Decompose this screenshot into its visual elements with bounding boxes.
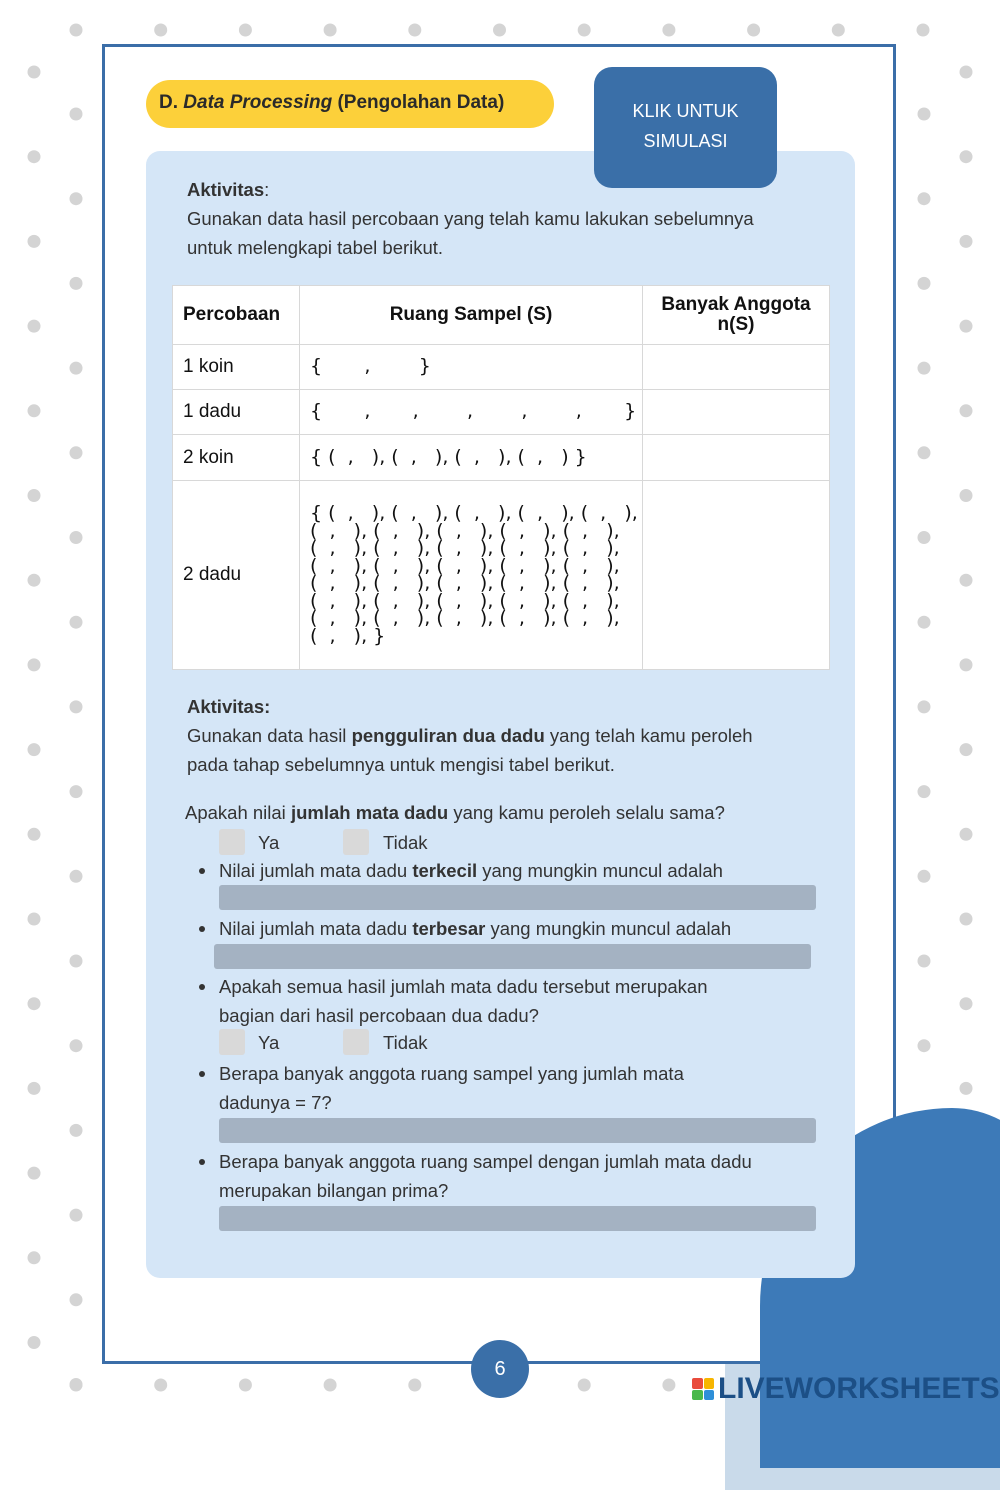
- pattern-dot: [70, 446, 83, 459]
- pattern-dot: [578, 24, 591, 37]
- pattern-dot: [493, 24, 506, 37]
- q4-yes-label: Ya: [258, 1032, 280, 1053]
- pattern-dot: [70, 1379, 83, 1392]
- activity2-line1: Gunakan data hasil pengguliran dua dadu yang telah kamu peroleh: [187, 725, 753, 746]
- question-5-line1: Berapa banyak anggota ruang sampel yang jumlah mata: [219, 1063, 684, 1084]
- liveworksheets-icon: [692, 1378, 714, 1400]
- pattern-dot: [28, 574, 41, 587]
- pattern-dot: [70, 1293, 83, 1306]
- answer-input-prime-sum[interactable]: [219, 1206, 816, 1231]
- pattern-dot: [154, 1379, 167, 1392]
- pattern-dot: [28, 743, 41, 756]
- answer-input-sum-seven[interactable]: [219, 1118, 816, 1143]
- pattern-dot: [960, 828, 973, 841]
- q1-yes-label: Ya: [258, 832, 280, 853]
- pattern-dot: [70, 362, 83, 375]
- bullet: [199, 868, 205, 874]
- row-label: 1 koin: [173, 345, 300, 390]
- question-4-line1: Apakah semua hasil jumlah mata dadu tersebut merupakan: [219, 976, 708, 997]
- question-5-line2: dadunya = 7?: [219, 1092, 332, 1113]
- pattern-dot: [70, 870, 83, 883]
- pattern-dot: [70, 785, 83, 798]
- pattern-dot: [408, 1379, 421, 1392]
- pattern-dot: [28, 66, 41, 79]
- page-number: 6: [471, 1340, 529, 1398]
- pattern-dot: [324, 1379, 337, 1392]
- sample-space-table: [172, 285, 830, 670]
- pattern-dot: [28, 997, 41, 1010]
- q4-yes-checkbox[interactable]: [219, 1029, 245, 1055]
- question-2: Nilai jumlah mata dadu terkecil yang mungkin muncul adalah: [219, 860, 723, 881]
- pattern-dot: [918, 108, 931, 121]
- pattern-dot: [960, 997, 973, 1010]
- pattern-dot: [918, 700, 931, 713]
- pattern-dot: [70, 1124, 83, 1137]
- answer-input-smallest-sum[interactable]: [219, 885, 816, 910]
- question-6-line1: Berapa banyak anggota ruang sampel dengan jumlah mata dadu: [219, 1151, 752, 1172]
- sample-space-cell[interactable]: { , }: [300, 345, 643, 390]
- pattern-dot: [239, 24, 252, 37]
- pattern-dot: [960, 235, 973, 248]
- activity1-line1: Gunakan data hasil percobaan yang telah kamu lakukan sebelumnya: [187, 208, 754, 229]
- pattern-dot: [70, 108, 83, 121]
- table-header-row: [173, 286, 830, 345]
- pattern-dot: [960, 658, 973, 671]
- pattern-dot: [917, 24, 930, 37]
- pattern-dot: [28, 1336, 41, 1349]
- bullet: [199, 1159, 205, 1165]
- pattern-dot: [70, 1039, 83, 1052]
- simulate-button-line1: KLIK UNTUK: [632, 101, 739, 121]
- sample-space-cell[interactable]: { ( , ), ( , ), ( , ), ( , ) }: [300, 435, 643, 481]
- bullet: [199, 984, 205, 990]
- header-banyak-anggota: Banyak Anggota n(S): [643, 286, 830, 345]
- activity1-line2: untuk melengkapi tabel berikut.: [187, 237, 444, 258]
- q4-no-checkbox[interactable]: [343, 1029, 369, 1055]
- member-count-cell[interactable]: [643, 481, 830, 670]
- pattern-dot: [28, 1251, 41, 1264]
- header-percobaan: Percobaan: [173, 286, 300, 345]
- question-3: Nilai jumlah mata dadu terbesar yang mungkin muncul adalah: [219, 918, 732, 939]
- pattern-dot: [918, 616, 931, 629]
- sample-space-cell[interactable]: { ( , ), ( , ), ( , ), ( , ), ( , ), ( , ), ( , ), ( , ), ( , ), ( , ), ( , ), ( , ), ( , ), ( , ), ( , ), ( , ), ( , ), ( , ), ( , ), ( , ), ( , ), ( , ), ( , ), ( , ), ( , ), ( , ), ( , ), ( , ), ( , ), ( , ), ( , ), ( , ), ( , ), ( , ), ( , ), ( , ), }: [300, 481, 643, 670]
- member-count-cell[interactable]: [643, 390, 830, 435]
- pattern-dot: [70, 700, 83, 713]
- simulate-button[interactable]: [594, 67, 777, 188]
- pattern-dot: [70, 531, 83, 544]
- table-row: [173, 435, 830, 481]
- pattern-dot: [918, 531, 931, 544]
- pattern-dot: [960, 1082, 973, 1095]
- pattern-dot: [960, 150, 973, 163]
- q1-no-label: Tidak: [383, 832, 428, 853]
- pattern-dot: [70, 1209, 83, 1222]
- pattern-dot: [918, 785, 931, 798]
- pattern-dot: [154, 24, 167, 37]
- table-row: [173, 345, 830, 390]
- pattern-dot: [324, 24, 337, 37]
- row-label: 1 dadu: [173, 390, 300, 435]
- pattern-dot: [960, 320, 973, 333]
- table-row: [173, 390, 830, 435]
- pattern-dot: [918, 446, 931, 459]
- pattern-dot: [239, 1379, 252, 1392]
- pattern-dot: [918, 1039, 931, 1052]
- pattern-dot: [960, 489, 973, 502]
- pattern-dot: [832, 24, 845, 37]
- row-label: 2 koin: [173, 435, 300, 481]
- pattern-dot: [28, 828, 41, 841]
- activity2-line2: pada tahap sebelumnya untuk mengisi tabel berikut.: [187, 754, 615, 775]
- activity1-heading: Aktivitas:: [187, 179, 270, 200]
- pattern-dot: [28, 235, 41, 248]
- pattern-dot: [28, 913, 41, 926]
- member-count-cell[interactable]: [643, 435, 830, 481]
- pattern-dot: [28, 150, 41, 163]
- pattern-dot: [747, 24, 760, 37]
- table-row: [173, 481, 830, 670]
- pattern-dot: [960, 913, 973, 926]
- pattern-dot: [662, 1379, 675, 1392]
- pattern-dot: [578, 1379, 591, 1392]
- bullet: [199, 1071, 205, 1077]
- pattern-dot: [918, 870, 931, 883]
- member-count-cell[interactable]: [643, 345, 830, 390]
- question-4-line2: bagian dari hasil percobaan dua dadu?: [219, 1005, 539, 1026]
- pattern-dot: [918, 277, 931, 290]
- pattern-dot: [28, 320, 41, 333]
- q4-no-label: Tidak: [383, 1032, 428, 1053]
- pattern-dot: [70, 277, 83, 290]
- pattern-dot: [960, 404, 973, 417]
- pattern-dot: [70, 955, 83, 968]
- question-6-line2: merupakan bilangan prima?: [219, 1180, 449, 1201]
- question-1: Apakah nilai jumlah mata dadu yang kamu peroleh selalu sama?: [185, 802, 725, 823]
- pattern-dot: [662, 24, 675, 37]
- pattern-dot: [918, 955, 931, 968]
- q1-yes-checkbox[interactable]: [219, 829, 245, 855]
- sample-space-cell[interactable]: { , , , , , }: [300, 390, 643, 435]
- section-title: D. Data Processing (Pengolahan Data): [146, 80, 554, 128]
- pattern-dot: [918, 362, 931, 375]
- liveworksheets-logo: LIVEWORKSHEETS: [692, 1373, 1000, 1405]
- bullet: [199, 926, 205, 932]
- pattern-dot: [918, 192, 931, 205]
- pattern-dot: [70, 616, 83, 629]
- pattern-dot: [960, 574, 973, 587]
- pattern-dot: [28, 658, 41, 671]
- activity2-heading: Aktivitas:: [187, 696, 271, 717]
- row-label: 2 dadu: [173, 481, 300, 670]
- pattern-dot: [70, 192, 83, 205]
- pattern-dot: [70, 24, 83, 37]
- pattern-dot: [28, 489, 41, 502]
- pattern-dot: [960, 66, 973, 79]
- pattern-dot: [28, 404, 41, 417]
- q1-no-checkbox[interactable]: [343, 829, 369, 855]
- pattern-dot: [28, 1167, 41, 1180]
- simulate-button-line2: SIMULASI: [643, 131, 728, 151]
- answer-input-largest-sum[interactable]: [214, 944, 811, 969]
- pattern-dot: [960, 743, 973, 756]
- pattern-dot: [408, 24, 421, 37]
- pattern-dot: [28, 1082, 41, 1095]
- header-ruang-sampel: Ruang Sampel (S): [300, 286, 643, 345]
